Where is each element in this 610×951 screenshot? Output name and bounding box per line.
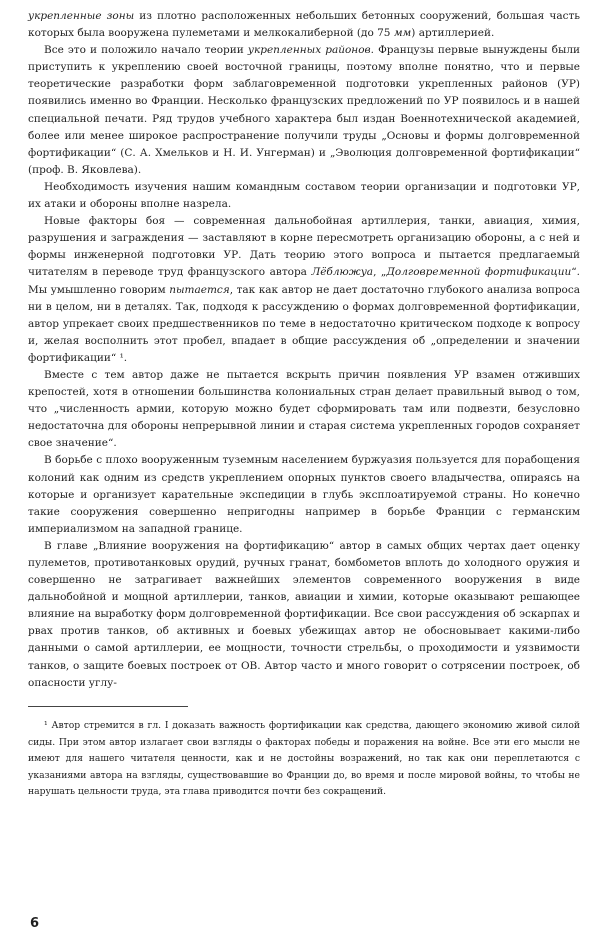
italic-text: Лёблюжуа (311, 266, 374, 279)
footnote (28, 718, 580, 801)
text-run: из плотно расположенных небольших бетонных сооружений, большая часть которых была вооружена пулеметами и мелкокалиберной (до 75 (28, 10, 580, 40)
text-run: Новые факторы боя — современная дальнобойная артиллерия, танки, авиация, химия, разрушения и заграждения — заставляют в корне пересмотреть организацию обороны, а с ней и формы инженерной подготовки УР. Дать теорию этого вопроса и пытается предлагаемый читателям в переводе труд французского автора (28, 215, 580, 279)
text-run: Вместе с тем автор даже не пытается вскрыть причин появления УР взамен отживших крепостей, хотя в отношении большинства колониальных стран делает правильный вывод о том, что „численность армии, которую можно будет сформировать там или подвезти, безусловно недостаточна для обороны непрерывной линии и старая система укрепленных городов сохраняет свое значение“. (28, 368, 580, 450)
paragraph (28, 452, 580, 537)
text-run: , так как автор не дает достаточно глубокого анализа вопроса ни в целом, ни в деталях. Так, подходя к рассуждению о формах долговременной фортификации, автор упрекает своих предшественников по теме в недостаточно критическом подходе к вопросу и, желая восполнить этот пробел, впадает в общие рассуждения об „определении и значении фортификации“ (28, 283, 580, 364)
text-run: . (123, 351, 128, 364)
main-text (28, 8, 580, 692)
italic-text: мм (393, 27, 412, 40)
paragraph (28, 42, 580, 179)
text-run: “. Мы умышленно говорим (28, 266, 580, 296)
text-run: В главе „Влияние вооружения на фортификацию“ автор в самых общих чертах дает оценку пулеметов, противотанковых орудий, ручных гранат, бомбометов вплоть до холодного оружия и совершенно не затрагивает важнейших элементов современного вооружения в виде дальнобойной и мощной артиллерии, танков, авиации и химии, которые оказывают решающее влияние на выработку форм долговременной фортификации. Все свои рассуждения об эскарпах и рвах против танков, об активных и боевых убежищах автор не обосновывает какими-либо данными о самой артиллерии, ее мощности, точности стрельбы, о проходимости и уязвимости танков, о защите боевых построек от ОВ. Автор часто и много говорит о сотрясении построек, об опасности углу- (28, 539, 580, 689)
text-run: . Французы первые вынуждены были приступить к укреплению своей восточной границы, поэтому вполне понятно, что и первые теоретические разработки форм заблаговременной подготовки укрепленных районов (УР) появились именно во Франции. Несколько французских предложений по УР появилось и в нашей специальной печати. Ряд трудов учебного характера был издан Военнотехнической академией, более или менее широкое распространение получили труды „Основы и формы долговременной фортификации“ (С. А. Хмельков и Н. И. Унгерман) и „Эволюция долговременной фортификации“ (проф. В. Яковлева). (28, 44, 580, 176)
page-number: 6 (30, 916, 40, 931)
footnote-paragraph (28, 718, 580, 801)
italic-text: пытается (169, 283, 230, 296)
text-run: Необходимость изучения нашим командным составом теории организации и подготовки УР, их атаки и обороны вполне назрела. (28, 180, 580, 211)
paragraph (28, 538, 580, 692)
text-run: ) артиллерией. (411, 27, 495, 40)
paragraph (28, 8, 580, 42)
text-run: Все это и положило начало теории (44, 44, 248, 57)
body-paragraphs (28, 8, 580, 692)
text-run: В борьбе с плохо вооруженным туземным населением буржуазия пользуется для порабощения колоний как одним из средств укреплением опорных пунктов своего владычества, опираясь на которые и организует карательные экспедиции в глубь эксплоатируемой страны. Но конечно такие сооружения совершенно непригодны например в борьбе Франции с германским империализмом на западной границе. (28, 454, 580, 535)
footnote-marker: ¹ (44, 720, 48, 731)
text-run: , „ (373, 266, 387, 279)
paragraph (28, 179, 580, 213)
footnote-divider (28, 706, 188, 707)
paragraph (28, 367, 580, 452)
italic-text: укрепленные зоны (28, 10, 135, 22)
italic-text: Долговременной фортификации (386, 266, 572, 279)
italic-text: укрепленных районов (247, 44, 371, 57)
footnote-text: Автор стремится в гл. I доказать важность фортификации как средства, дающего экономию живой силой сиды. При этом автор излагает свои взгляды о факторах победы и поражения на войне. Все эти его мысли не имеют для нашего читателя ценности, как и не достойны возражений, но так как они переплетаются с указаниями автора на взгляды, существовавшие во Франции до, во время и после мировой войны, то чтобы не нарушать цельности труда, эта глава приводится почти без сокращений. (28, 720, 580, 797)
text-run: ¹ (119, 351, 124, 364)
paragraph (28, 213, 580, 367)
